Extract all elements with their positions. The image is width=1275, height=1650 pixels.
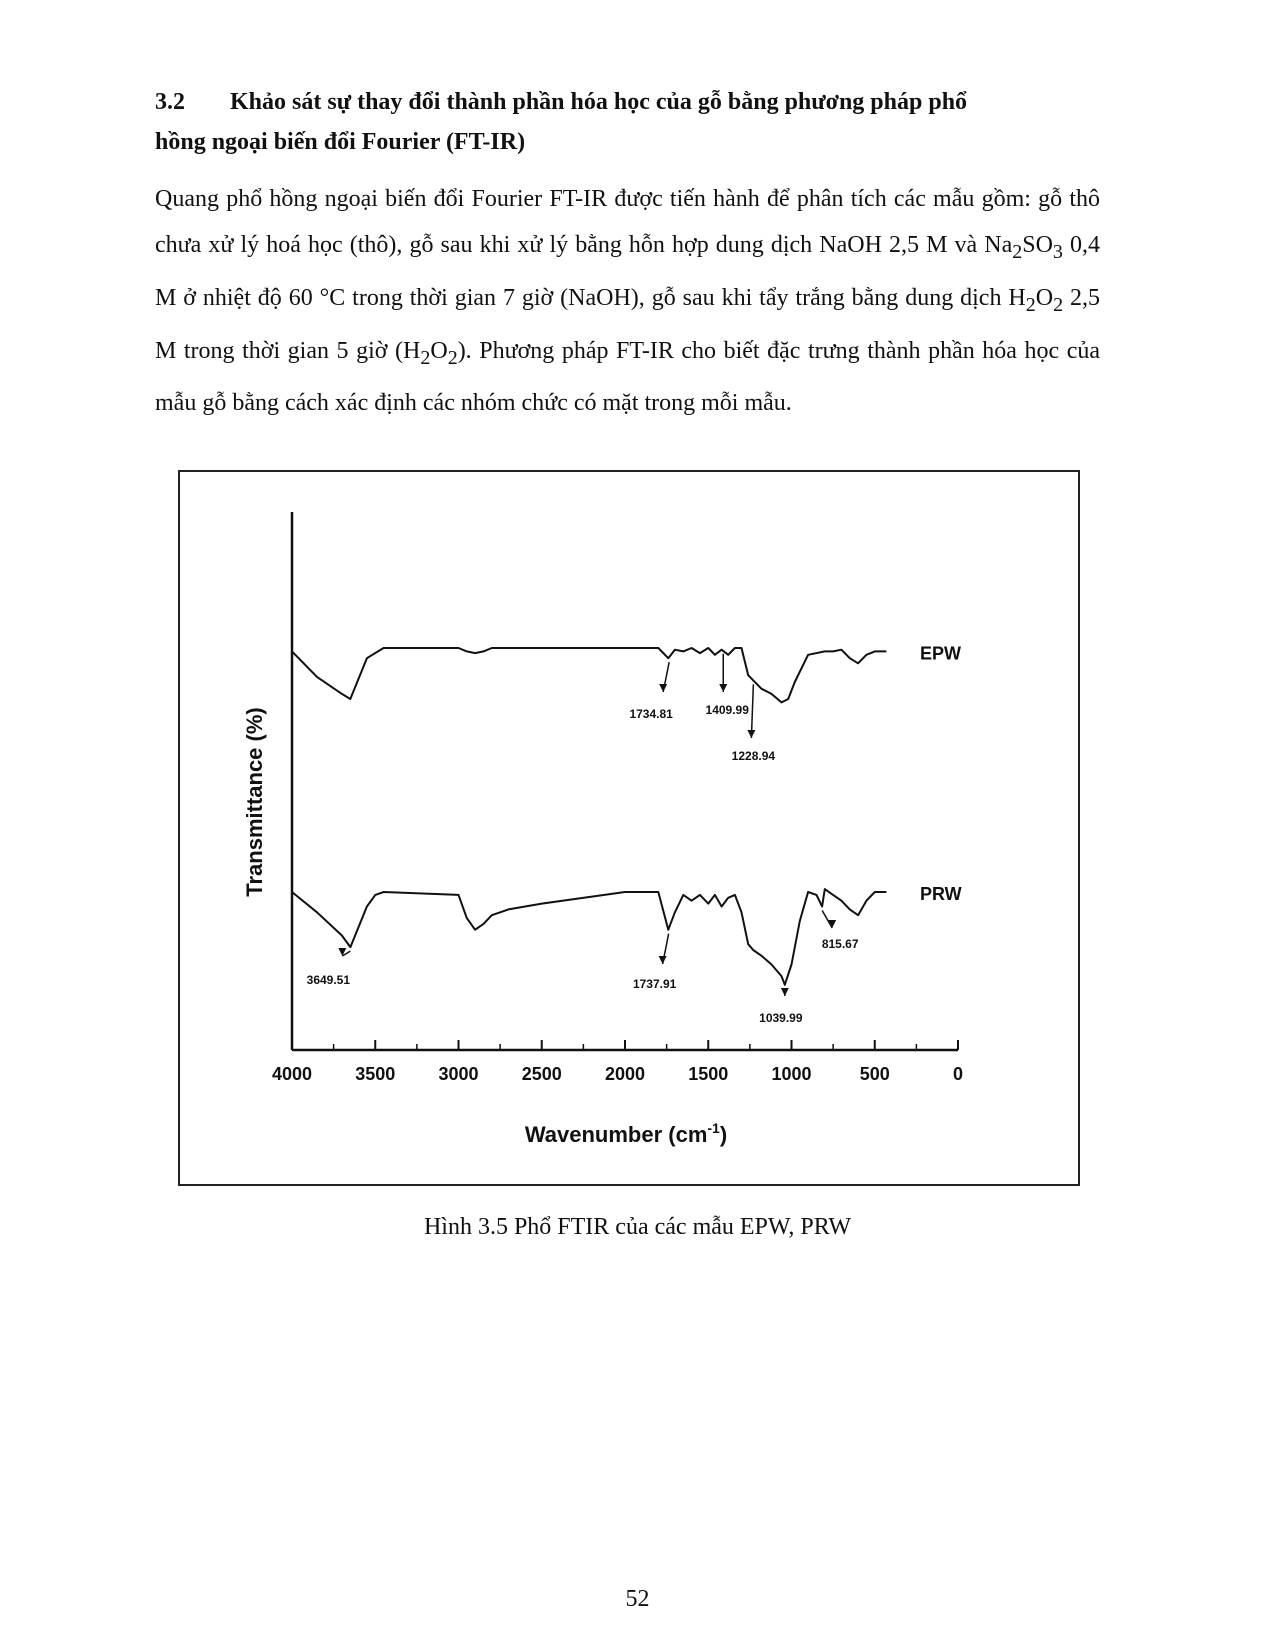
paragraph-text: O [1035, 284, 1054, 311]
x-tick-label: 2500 [521, 1064, 562, 1084]
subscript: 2 [1012, 240, 1023, 263]
paragraph-text: SO [1022, 232, 1053, 258]
section-title-line-1: Khảo sát sự thay đổi thành phần hóa học của gỗ bằng phương pháp phổ [230, 89, 968, 115]
paragraph-text: Quang phổ hồng ngoại biến đổi Fourier FT-IR được tiến hành để phân tích các mẫu gồm: gỗ thô chưa xử lý hoá học (thô), gỗ sau khi xử lý bằng hỗn hợp dung dịch NaOH 2,5 M và Na [155, 186, 1100, 258]
chart-axes [292, 512, 958, 1050]
paragraph-text: 2,5 M trong thời gian 5 giờ (H [155, 284, 1101, 364]
chart-series [292, 643, 962, 984]
paragraph-text: 0,4 M ở nhiệt độ 60 °C trong thời gian 7 giờ (NaOH), gỗ sau khi tẩy trắng bằng dung dịch H [155, 232, 1101, 311]
annotation-arrow [822, 911, 832, 929]
y-axis-title: Transmittance (%) [242, 707, 267, 897]
subscript: 2 [1053, 293, 1064, 316]
annotation-arrow [751, 684, 753, 738]
x-tick-label: 2000 [604, 1064, 646, 1084]
annotation-arrowhead [781, 988, 789, 996]
subscript: 2 [1025, 293, 1036, 316]
chart-ticks [272, 1040, 963, 1084]
annotation-label: 1409.99 [705, 703, 749, 717]
annotation-arrowhead [659, 956, 667, 964]
series-line-epw [292, 648, 886, 702]
annotation-arrowhead [747, 730, 755, 738]
ftir-chart [180, 472, 1078, 1184]
x-tick-label: 1000 [771, 1064, 812, 1084]
annotation-label: 1737.91 [632, 977, 677, 991]
body-paragraph [155, 176, 1100, 426]
paragraph-text: O [430, 337, 448, 364]
x-tick-label: 1500 [688, 1064, 729, 1084]
x-tick-label: 3500 [355, 1064, 396, 1084]
annotation-label: 1228.94 [731, 749, 776, 763]
annotation-arrowhead [659, 684, 667, 692]
subscript: 2 [447, 346, 458, 369]
subscript: 2 [420, 346, 431, 369]
series-label-prw: PRW [920, 884, 962, 904]
annotation-label: 815.67 [821, 937, 859, 951]
series-line-prw [292, 889, 886, 985]
section-heading-line-1 [155, 82, 1100, 122]
annotation-label: 1734.81 [629, 707, 673, 721]
annotation-label: 3649.51 [306, 973, 351, 987]
page-number: 52 [625, 1586, 650, 1612]
x-axis-title: Wavenumber $(cm^{-1})$ [524, 1120, 728, 1147]
figure-frame [178, 470, 1080, 1186]
x-tick-label: 0 [952, 1064, 964, 1084]
paragraph-text: ). Phương pháp FT-IR cho biết đặc trưng thành phần hóa học của mẫu gỗ bằng cách xác định các nhóm chức có mặt trong mỗi mẫu. [155, 337, 1100, 417]
section-title-line-2: hồng ngoại biến đổi Fourier (FT-IR) [155, 129, 526, 155]
x-tick-label: 3000 [438, 1064, 479, 1084]
series-label-epw: EPW [920, 643, 962, 664]
x-tick-label: 500 [859, 1064, 890, 1084]
subscript: 3 [1052, 240, 1063, 263]
annotation-label: 1039.99 [759, 1011, 803, 1025]
section-heading [155, 82, 1100, 162]
figure-caption: Hình 3.5 Phổ FTIR của các mẫu EPW, PRW [423, 1214, 852, 1240]
annotation-arrowhead [719, 684, 727, 692]
section-number: 3.2 [155, 89, 185, 115]
x-tick-label: 4000 [271, 1064, 313, 1084]
